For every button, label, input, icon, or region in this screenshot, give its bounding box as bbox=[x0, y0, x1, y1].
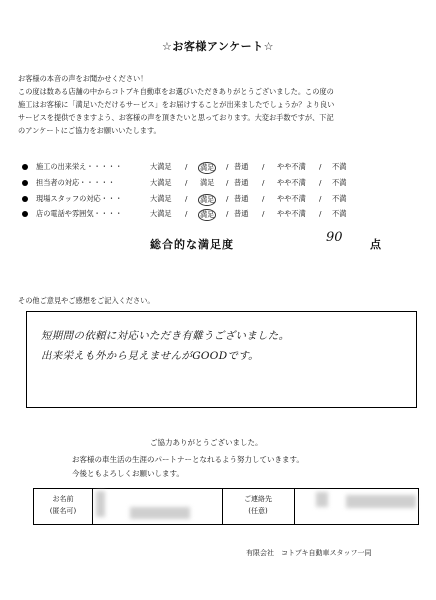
rating-option[interactable]: 満足 bbox=[200, 178, 215, 187]
rating-option[interactable]: 不満 bbox=[332, 162, 347, 171]
contact-optional-note: (任意) bbox=[248, 507, 268, 515]
contact-label: ご連絡先 bbox=[244, 495, 272, 503]
closing-line: お客様の車生活の生涯のパートナーとなれるよう努力していきます。 bbox=[72, 455, 304, 464]
company-signature: 有限会社 コトブキ自動車スタッフ一同 bbox=[246, 549, 372, 557]
rating-option[interactable]: 大満足 bbox=[150, 194, 172, 203]
redacted-name bbox=[130, 507, 190, 519]
rating-option[interactable]: 大満足 bbox=[150, 209, 172, 218]
intro-line: のアンケートにご協力をお願いいたします。 bbox=[18, 126, 161, 135]
rating-option[interactable]: やや不満 bbox=[277, 209, 306, 218]
redacted-name bbox=[96, 491, 105, 517]
comment-label: その他ご意見やご感想をご記入ください。 bbox=[18, 296, 155, 305]
handwritten-comment-line: 短期間の依頼に対応いただき有難うございました。 bbox=[41, 330, 290, 342]
rating-row bbox=[22, 194, 422, 209]
option-separator: / bbox=[262, 162, 265, 171]
option-separator: / bbox=[185, 194, 188, 203]
rating-option[interactable]: 普通 bbox=[234, 178, 249, 187]
option-separator: / bbox=[319, 209, 322, 218]
intro-line: お客様の本音の声をお聞かせください！ bbox=[18, 74, 148, 83]
intro-line: 施工はお客様に「満足いただけるサービス」をお届けすることが出来ましたでしょうか？より良い bbox=[18, 100, 335, 109]
rating-option[interactable]: 大満足 bbox=[150, 162, 172, 171]
option-separator: / bbox=[262, 209, 265, 218]
rating-option[interactable]: 満足 bbox=[200, 210, 215, 219]
rating-option[interactable]: 不満 bbox=[332, 178, 347, 187]
rating-option[interactable]: 不満 bbox=[332, 194, 347, 203]
name-label-cell bbox=[34, 489, 93, 524]
rating-row bbox=[22, 162, 422, 177]
rating-option[interactable]: 不満 bbox=[332, 209, 347, 218]
name-label: お名前 bbox=[52, 495, 74, 503]
option-separator: / bbox=[319, 178, 322, 187]
rating-row bbox=[22, 209, 422, 224]
name-field[interactable] bbox=[92, 489, 223, 524]
rating-item-label: 現場スタッフの対応・・・ bbox=[36, 194, 123, 203]
contact-field[interactable] bbox=[294, 489, 418, 524]
closing-line: 今後ともよろしくお願いします。 bbox=[72, 469, 184, 478]
option-separator: / bbox=[319, 194, 322, 203]
intro-line: この度は数ある店舗の中からコトブキ自動車をお選びいただきありがとうございました。この度の bbox=[18, 87, 334, 96]
bullet-icon bbox=[22, 180, 28, 186]
intro-text bbox=[18, 72, 424, 137]
intro-line: サービスを提供できますよう、お客様の声を頂きたいと思っております。大変お手数ですが、下記 bbox=[18, 113, 334, 122]
bullet-icon bbox=[22, 164, 28, 170]
option-separator: / bbox=[226, 194, 229, 203]
option-separator: / bbox=[185, 178, 188, 187]
bullet-icon bbox=[22, 211, 28, 217]
redacted-contact bbox=[316, 492, 328, 507]
bullet-icon bbox=[22, 196, 28, 202]
contact-label-cell bbox=[222, 489, 295, 524]
rating-option[interactable]: やや不満 bbox=[277, 162, 306, 171]
option-separator: / bbox=[226, 209, 229, 218]
rating-option[interactable]: やや不満 bbox=[277, 194, 306, 203]
option-separator: / bbox=[319, 162, 322, 171]
comment-box[interactable] bbox=[26, 311, 417, 408]
name-anonymous-note: (匿名可) bbox=[49, 507, 77, 515]
option-separator: / bbox=[226, 178, 229, 187]
overall-score[interactable]: 90 bbox=[326, 230, 343, 245]
option-separator: / bbox=[226, 162, 229, 171]
survey-title: ☆お客様アンケート☆ bbox=[161, 40, 275, 53]
overall-label: 総合的な満足度 bbox=[150, 238, 234, 251]
overall-unit: 点 bbox=[370, 238, 381, 251]
redacted-contact bbox=[346, 495, 416, 508]
rating-item-label: 店の電話や雰囲気・・・・ bbox=[36, 209, 123, 218]
rating-option[interactable]: やや不満 bbox=[277, 178, 306, 187]
rating-option[interactable]: 満足 bbox=[200, 163, 215, 172]
rating-option[interactable]: 大満足 bbox=[150, 178, 172, 187]
customer-info-box bbox=[33, 488, 419, 525]
option-separator: / bbox=[185, 209, 188, 218]
rating-option[interactable]: 普通 bbox=[234, 194, 249, 203]
rating-item-label: 担当者の対応・・・・・ bbox=[36, 178, 116, 187]
rating-option[interactable]: 満足 bbox=[200, 195, 215, 204]
option-separator: / bbox=[185, 162, 188, 171]
rating-row bbox=[22, 178, 422, 193]
rating-option[interactable]: 普通 bbox=[234, 209, 249, 218]
handwritten-comment-line: 出来栄えも外から見えませんがGOODです。 bbox=[41, 350, 259, 362]
option-separator: / bbox=[262, 194, 265, 203]
option-separator: / bbox=[262, 178, 265, 187]
rating-option[interactable]: 普通 bbox=[234, 162, 249, 171]
thanks-text: ご協力ありがとうございました。 bbox=[150, 438, 263, 447]
rating-item-label: 施工の出来栄え・・・・・ bbox=[36, 162, 123, 171]
